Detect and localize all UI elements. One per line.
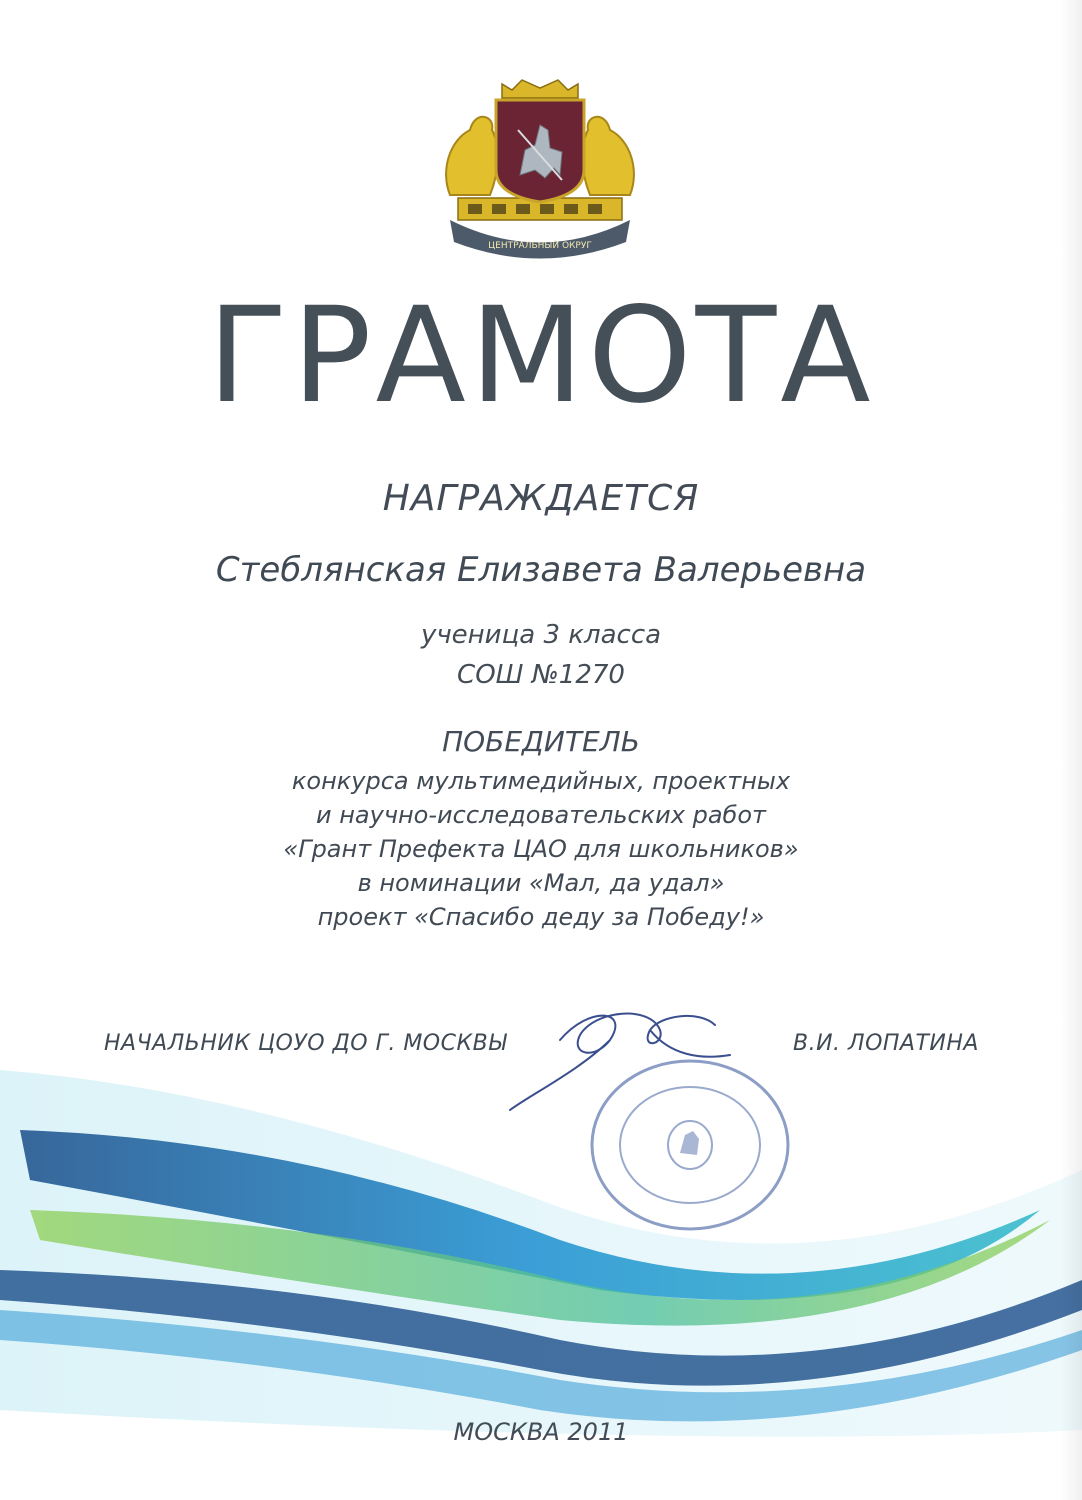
description-line: «Грант Префекта ЦАО для школьников» [283,835,799,863]
document-title: ГРАМОТА [207,279,875,433]
description-line: конкурса мультимедийных, проектных [291,767,791,795]
signatory-name: В.И. ЛОПАТИНА [793,1031,979,1056]
handwritten-signature [500,1000,740,1120]
recipient-info [0,615,1082,695]
emblem-caption: ЦЕНТРАЛЬНЫЙ ОКРУГ [488,241,592,251]
description-line: в номинации «Мал, да удал» [357,869,725,897]
signatory-role: НАЧАЛЬНИК ЦОУО ДО Г. МОСКВЫ [104,1031,507,1056]
description-line: проект «Спасибо деду за Победу!» [317,903,765,931]
description-line: и научно-исследовательских работ [315,801,767,829]
coat-of-arms-icon [430,70,650,270]
footer-place-year: МОСКВА 2011 [453,1418,629,1446]
award-description [0,764,1082,934]
recipient-school: СОШ №1270 [457,660,625,690]
recipient-name: Стеблянская Елизавета Валерьевна [215,550,867,590]
recipient-grade: ученица 3 класса [420,620,662,650]
winner-label: ПОБЕДИТЕЛЬ [442,725,640,758]
awarded-label: НАГРАЖДАЕТСЯ [382,478,700,519]
